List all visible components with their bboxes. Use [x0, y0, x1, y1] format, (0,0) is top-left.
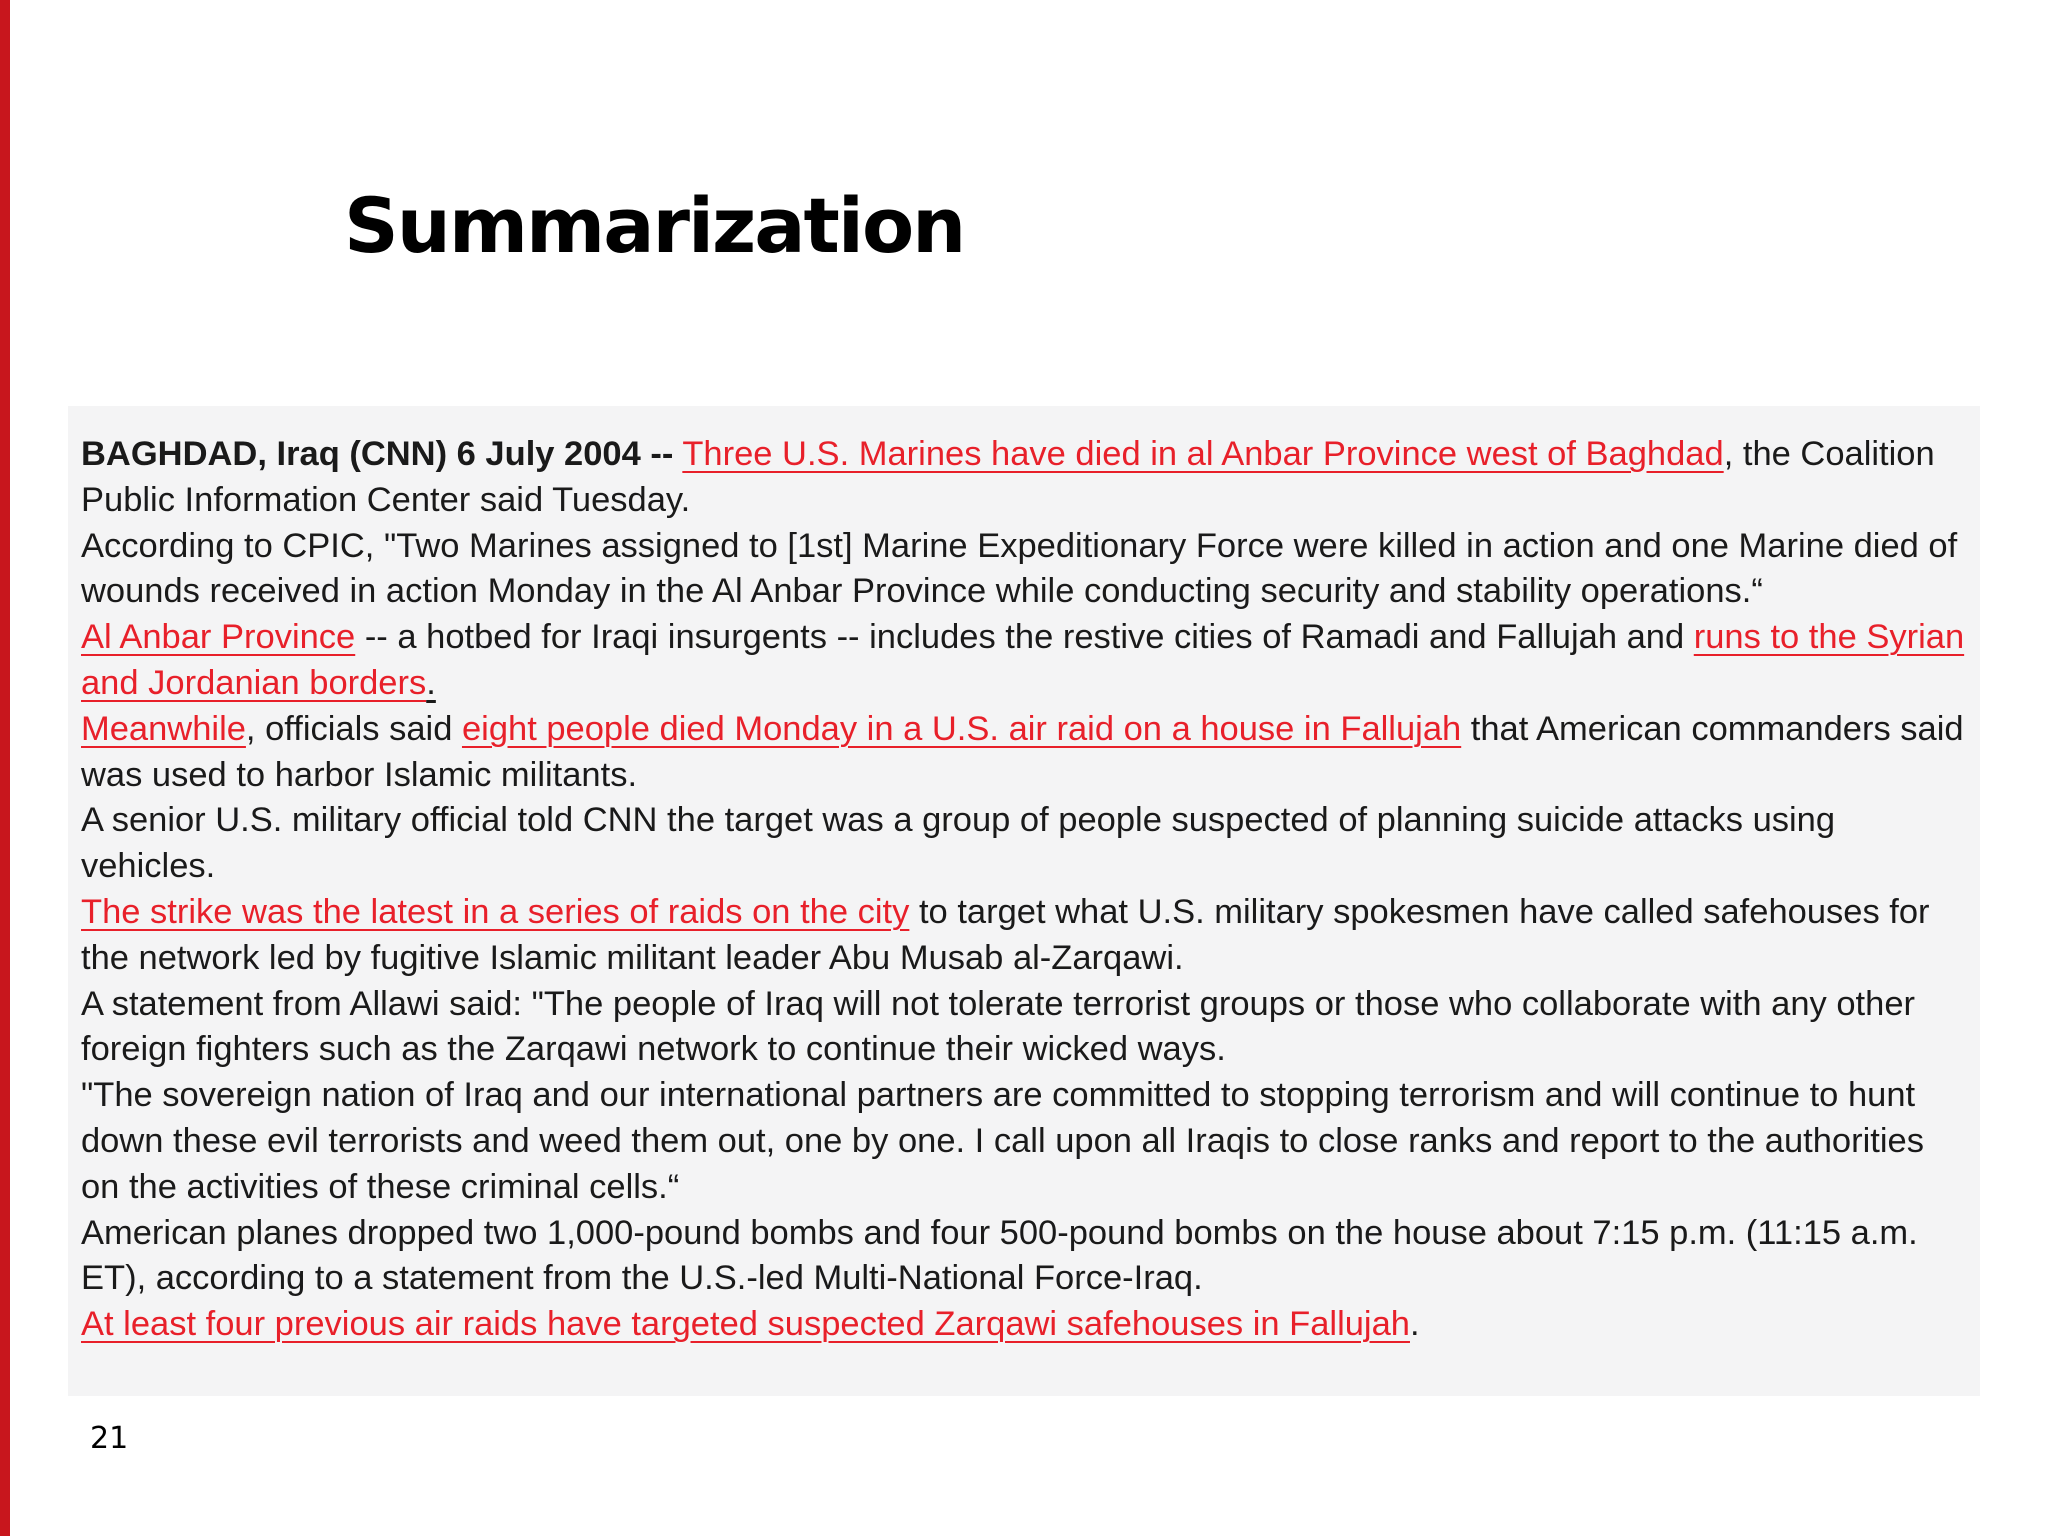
summary-highlight-4: Meanwhile	[81, 709, 246, 748]
paragraph-text: , the Coalition Public Information Center said Tuesday.	[81, 435, 1935, 519]
summary-highlight-2: Al Anbar Province	[81, 618, 356, 657]
dateline: BAGHDAD, Iraq (CNN) 6 July 2004 --	[81, 435, 674, 473]
article-paragraph-2: According to CPIC, "Two Marines assigned to [1st] Marine Expeditionary Force were killed in action and one Marine died of wounds received in action Monday in the Al Anbar Province while conducting security and stability operations.“	[81, 526, 1958, 611]
article-paragraph-7: A statement from Allawi said: "The people of Iraq will not tolerate terrorist groups or those who collaborate with any other foreign fighters such as the Zarqawi network to continue their wicked ways.	[81, 984, 1916, 1069]
article-paragraph-1	[81, 432, 1966, 524]
summary-highlight-1: Three U.S. Marines have died in al Anbar Province west of Baghdad	[682, 435, 1724, 473]
summary-highlight-6: The strike was the latest in a series of raids on the city	[81, 892, 910, 931]
paragraph-text: -- a hotbed for Iraqi insurgents -- includes the restive cities of Ramadi and Fallujah and	[355, 618, 1694, 657]
article-paragraph-6	[81, 890, 1966, 982]
accent-bar	[0, 0, 10, 1536]
paragraph-text: that American commanders said was used to harbor Islamic militants.	[81, 709, 1964, 794]
article-paragraph-9: American planes dropped two 1,000-pound bombs and four 500-pound bombs on the house about 7:15 p.m. (11:15 a.m. ET), according to a statement from the U.S.-led Multi-National Force-Iraq.	[81, 1213, 1918, 1298]
article-paragraph-10	[81, 1302, 1966, 1348]
article-paragraph-5: A senior U.S. military official told CNN the target was a group of people suspected of planning suicide attacks using vehicles.	[81, 801, 1836, 886]
summary-highlight-3: runs to the Syrian and Jordanian borders	[81, 618, 1965, 702]
news-article	[68, 406, 1980, 1396]
paragraph-text: .	[1409, 1305, 1420, 1344]
slide-title: Summarization	[344, 181, 965, 270]
summary-highlight-5: eight people died Monday in a U.S. air raid on a house in Fallujah	[461, 709, 1462, 748]
article-paragraph-3	[81, 615, 1966, 707]
summary-highlight-7: At least four previous air raids have targeted suspected Zarqawi safehouses in Fallujah	[81, 1305, 1410, 1344]
page-number: 21	[90, 1421, 129, 1456]
article-paragraph-8: "The sovereign nation of Iraq and our international partners are committed to stopping terrorism and will continue to hunt down these evil terrorists and weed them out, one by one. I call upon all Iraqis to close ranks and report to the authorities on the activities of these criminal cells.“	[81, 1076, 1924, 1206]
paragraph-text: to target what U.S. military spokesmen have called safehouses for the network led by fugitive Islamic militant leader Abu Musab al-Zarqawi.	[81, 892, 1930, 977]
paragraph-text: , officials said	[245, 709, 462, 748]
article-paragraph-4	[81, 707, 1966, 799]
paragraph-text: .	[426, 663, 436, 702]
